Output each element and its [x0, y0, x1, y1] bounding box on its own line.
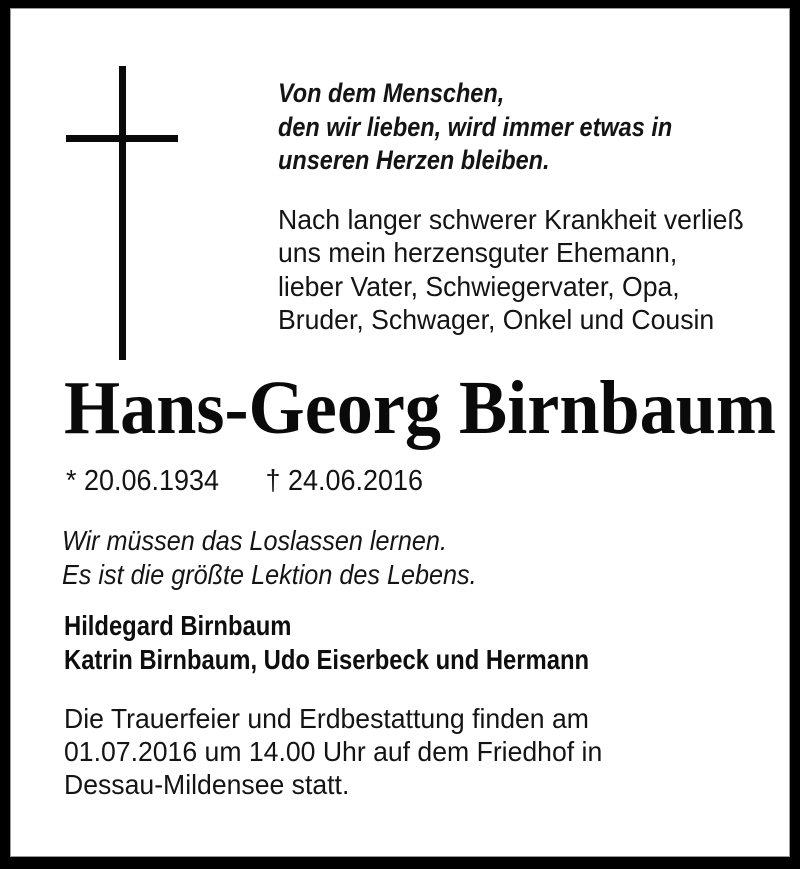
intro-line: lieber Vater, Schwiegervater, Opa, — [278, 270, 680, 302]
intro-line: Bruder, Schwager, Onkel und Cousin — [278, 304, 715, 336]
epigraph-line: Von dem Menschen, — [278, 78, 505, 108]
mourner-line: Katrin Birnbaum, Udo Eiserbeck und Hermann — [64, 643, 590, 675]
intro-line: uns mein herzensguter Ehemann, — [278, 237, 678, 269]
epigraph — [278, 77, 672, 178]
mourners — [64, 609, 589, 676]
epigraph-line: den wir lieben, wird immer etwas in — [278, 111, 673, 142]
death-date: † 24.06.2016 — [265, 465, 423, 497]
funeral-info-line: Dessau-Mildensee statt. — [64, 769, 350, 800]
quote-line: Wir müssen das Loslassen lernen. — [62, 525, 447, 556]
quote — [62, 524, 477, 591]
intro-text — [278, 203, 744, 337]
cross-vertical-bar — [119, 66, 126, 360]
obituary-notice — [10, 8, 790, 857]
cross-horizontal-bar — [66, 135, 178, 142]
quote-line: Es ist die größte Lektion des Lebens. — [62, 558, 477, 590]
latin-cross-icon — [66, 66, 178, 360]
deceased-name: Hans-Georg Birnbaum — [64, 366, 777, 450]
birth-date: * 20.06.1934 — [66, 465, 219, 497]
funeral-info-line: 01.07.2016 um 14.00 Uhr auf dem Friedhof in — [64, 736, 603, 767]
mourner-line: Hildegard Birnbaum — [64, 610, 292, 641]
intro-line: Nach langer schwerer Krankheit verließ — [278, 204, 744, 235]
epigraph-line: unseren Herzen bleiben. — [278, 145, 550, 175]
funeral-info — [64, 702, 602, 801]
life-dates — [66, 465, 423, 498]
funeral-info-line: Die Trauerfeier und Erdbestattung finden am — [64, 703, 589, 734]
